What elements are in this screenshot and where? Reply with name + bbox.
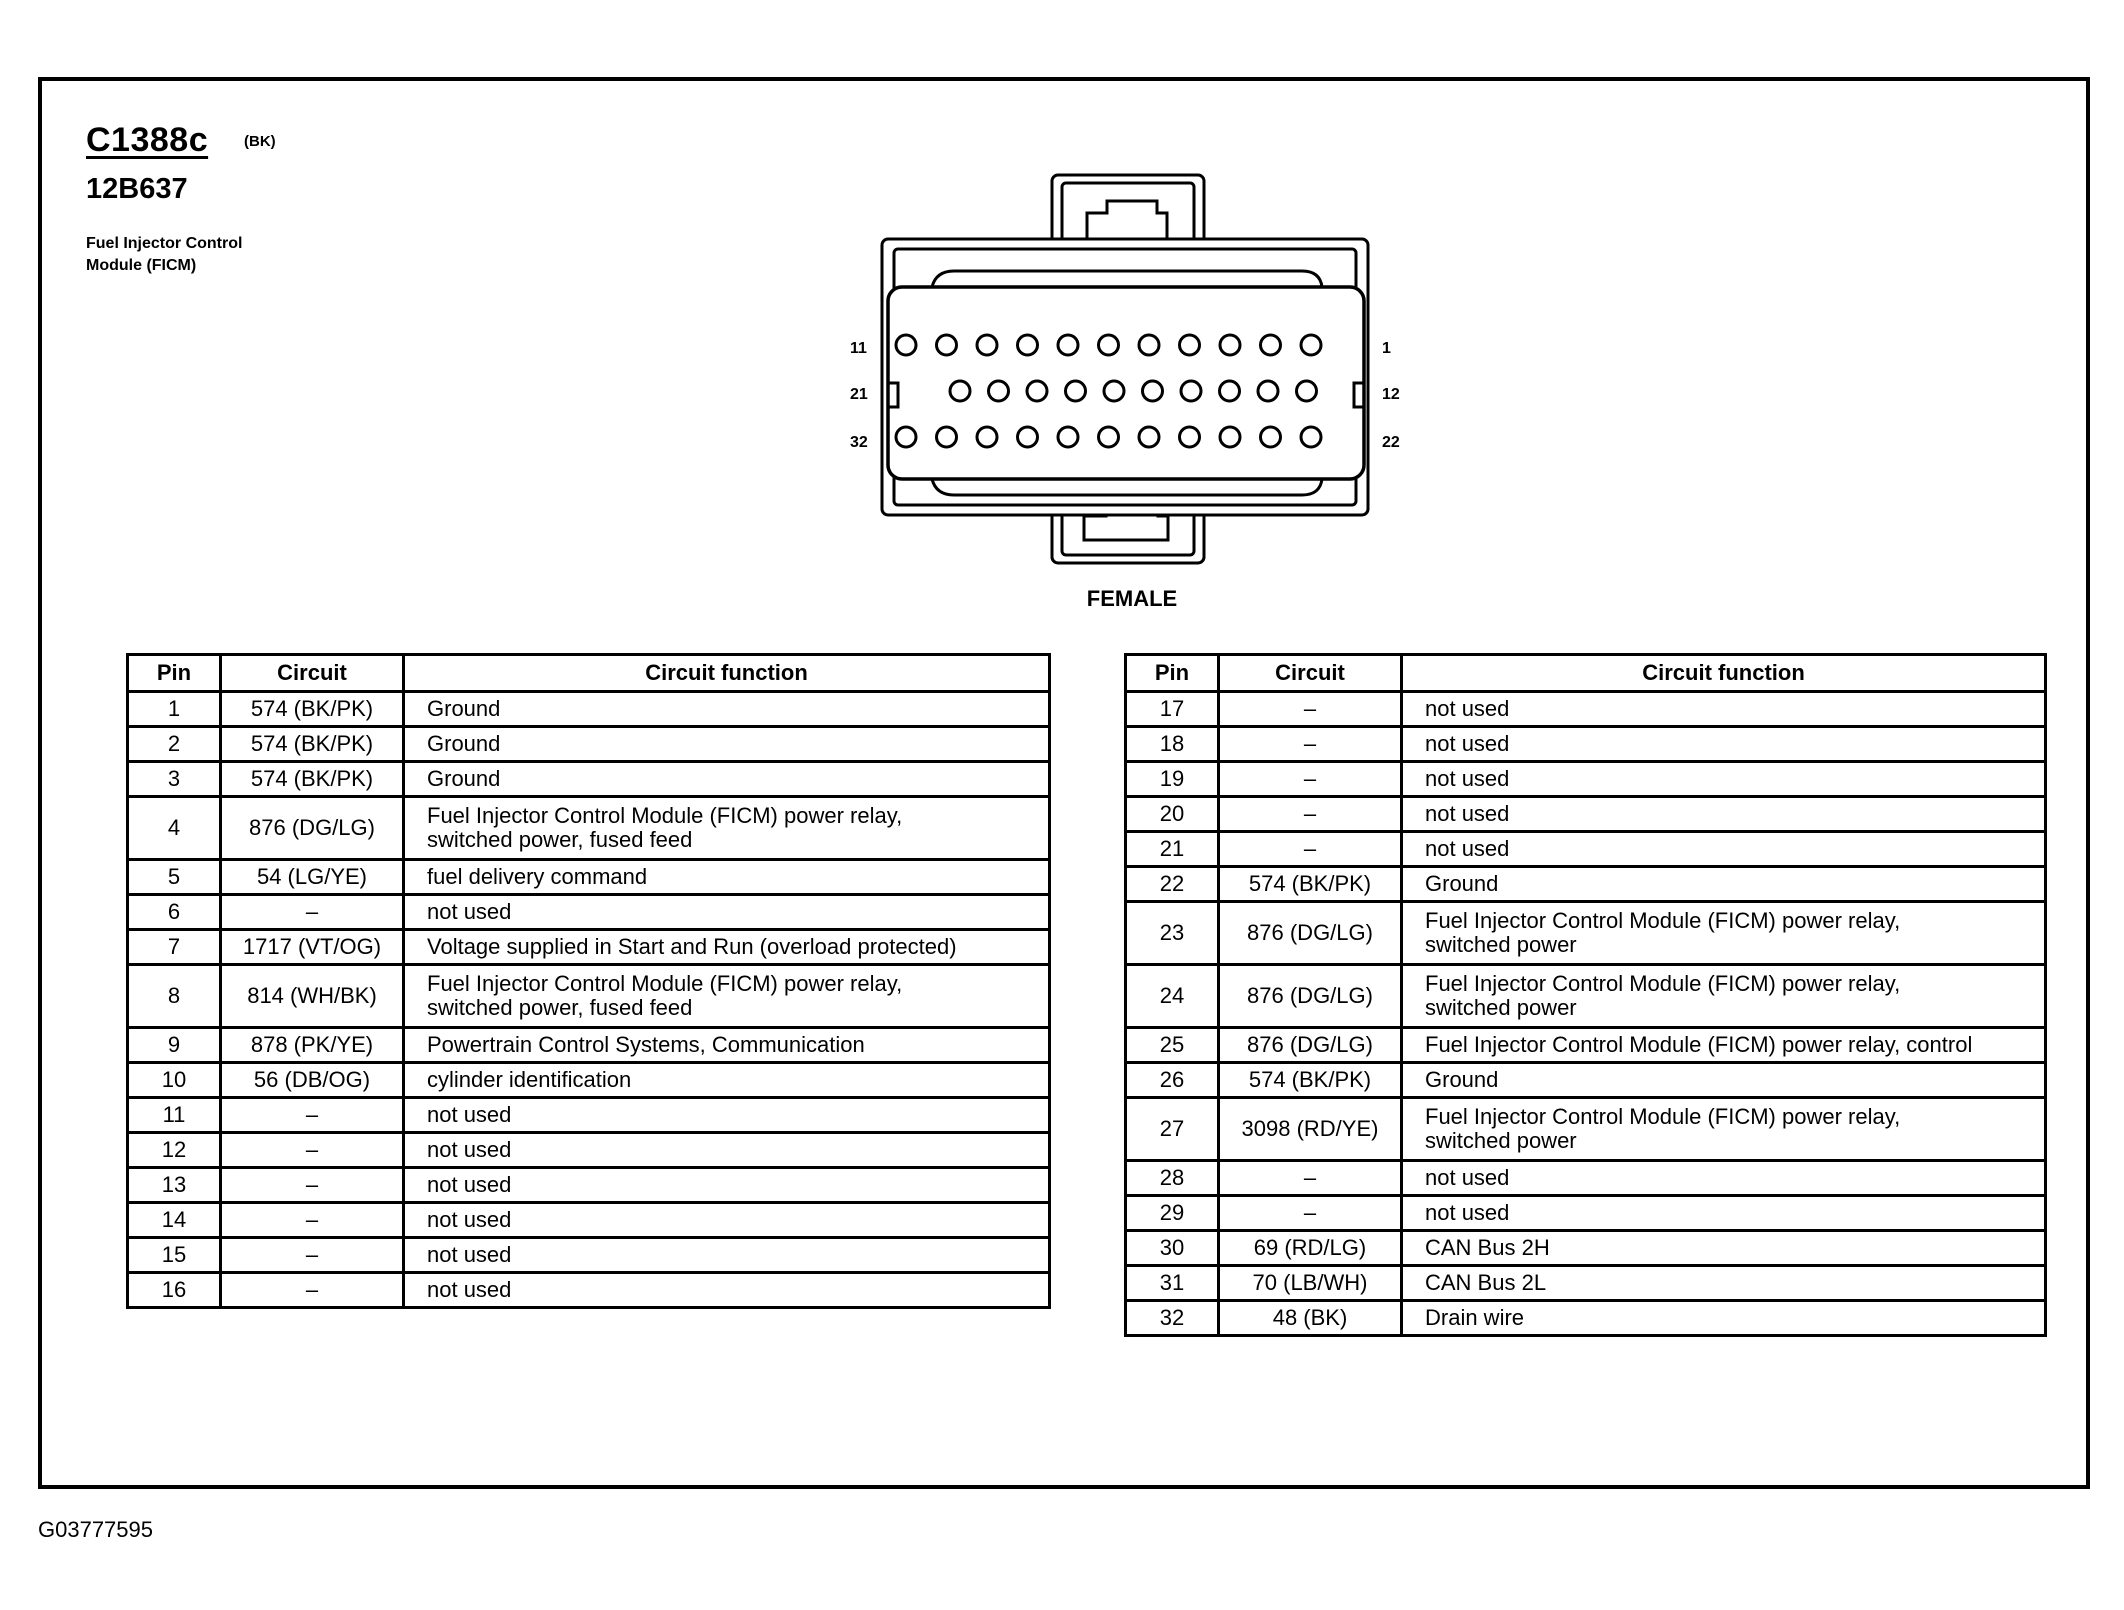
cell-pin: 21 [1126,832,1219,867]
function-line-1: not used [427,1102,512,1127]
table-row [128,1063,1050,1098]
header-pin: Pin [1126,655,1219,692]
row-label-21: 21 [850,386,868,403]
connector-gender: FEMALE [1086,586,1178,611]
cell-pin: 31 [1126,1266,1219,1301]
cell-function [1402,1301,2046,1336]
inner-face [888,287,1364,479]
table-row [128,797,1050,860]
function-line-1: Fuel Injector Control Module (FICM) power relay, [1425,908,1901,933]
cell-circuit: 1717 (VT/OG) [221,930,404,965]
table-row [1126,1231,2046,1266]
figure-id: G03777595 [38,1517,153,1542]
connector-face-diagram [822,121,1442,571]
table-row [1126,965,2046,1028]
table-header-row [1126,655,2046,692]
cell-pin: 25 [1126,1028,1219,1063]
top-latch [1052,175,1204,245]
header-function: Circuit function [404,655,1050,692]
cell-function [404,727,1050,762]
cell-pin: 2 [128,727,221,762]
cell-pin: 28 [1126,1161,1219,1196]
cell-pin: 32 [1126,1301,1219,1336]
cell-function [1402,1063,2046,1098]
function-line-1: not used [1425,836,1510,861]
table-header-row [128,655,1050,692]
function-line-1: not used [1425,766,1510,791]
cell-function [1402,902,2046,965]
function-line-1: Voltage supplied in Start and Run (overload protected) [427,934,957,959]
cell-pin: 8 [128,965,221,1028]
cell-circuit: 876 (DG/LG) [1219,1028,1402,1063]
row-label-12: 12 [1382,386,1400,403]
cell-function [404,1133,1050,1168]
part-number: 12B637 [86,173,188,205]
function-line-2: switched power, fused feed [427,827,693,852]
function-line-1: Ground [427,731,501,756]
table-row [1126,867,2046,902]
table-row [1126,1301,2046,1336]
cell-circuit: 574 (BK/PK) [221,692,404,727]
pin-table-right [1124,653,2047,1337]
cell-function [1402,965,2046,1028]
cell-circuit: – [221,895,404,930]
function-line-1: Drain wire [1425,1305,1525,1330]
function-line-1: not used [427,1277,512,1302]
table-row [1126,1196,2046,1231]
cell-function [1402,832,2046,867]
cell-function [404,1203,1050,1238]
function-line-1: Ground [427,696,501,721]
function-line-2: switched power [1425,932,1577,957]
function-line-1: not used [427,899,512,924]
cell-pin: 3 [128,762,221,797]
cell-function [404,1238,1050,1273]
row-label-32: 32 [850,434,868,451]
function-line-1: Fuel Injector Control Module (FICM) power relay, control [1425,1032,1973,1057]
description-line-1: Fuel Injector Control [86,235,243,252]
table-row [128,1238,1050,1273]
function-line-2: switched power [1425,1128,1577,1153]
cell-function [1402,1028,2046,1063]
cell-function [404,1273,1050,1308]
cell-circuit: – [221,1168,404,1203]
cell-function [404,797,1050,860]
diagram-frame [38,77,2090,1489]
cell-pin: 14 [128,1203,221,1238]
cell-function [1402,727,2046,762]
function-line-1: cylinder identification [427,1067,632,1092]
table-row [128,727,1050,762]
cell-pin: 11 [128,1098,221,1133]
cell-pin: 16 [128,1273,221,1308]
cell-circuit: – [1219,1196,1402,1231]
cell-pin: 15 [128,1238,221,1273]
function-line-1: Ground [1425,871,1499,896]
cell-pin: 23 [1126,902,1219,965]
function-line-1: not used [1425,696,1510,721]
cell-pin: 9 [128,1028,221,1063]
cell-circuit: 69 (RD/LG) [1219,1231,1402,1266]
cell-function [404,1028,1050,1063]
function-line-1: not used [427,1172,512,1197]
cell-circuit: – [221,1238,404,1273]
connector-color: (BK) [244,133,276,150]
cell-function [1402,1231,2046,1266]
cell-circuit: 54 (LG/YE) [221,860,404,895]
table-row [1126,692,2046,727]
function-line-1: Powertrain Control Systems, Communication [427,1032,865,1057]
function-line-1: not used [427,1137,512,1162]
function-line-1: Fuel Injector Control Module (FICM) power relay, [427,971,903,996]
table-row [128,1203,1050,1238]
table-row [128,860,1050,895]
cell-pin: 10 [128,1063,221,1098]
cell-circuit: 878 (PK/YE) [221,1028,404,1063]
pin-table-left [126,653,1051,1309]
table-row [1126,797,2046,832]
cell-pin: 20 [1126,797,1219,832]
cell-circuit: 574 (BK/PK) [1219,867,1402,902]
table-row [1126,832,2046,867]
function-line-1: not used [1425,801,1510,826]
table-row [1126,1063,2046,1098]
table-row [128,1098,1050,1133]
table-row [128,1133,1050,1168]
cell-function [404,930,1050,965]
cell-function [404,860,1050,895]
cell-pin: 27 [1126,1098,1219,1161]
table-row [128,692,1050,727]
cell-pin: 12 [128,1133,221,1168]
cell-function [1402,1196,2046,1231]
cell-circuit: 56 (DB/OG) [221,1063,404,1098]
table-row [128,762,1050,797]
function-line-1: Fuel Injector Control Module (FICM) power relay, [1425,971,1901,996]
table-row [1126,1028,2046,1063]
cell-pin: 30 [1126,1231,1219,1266]
cell-circuit: 3098 (RD/YE) [1219,1098,1402,1161]
cell-function [1402,867,2046,902]
cell-function [1402,1098,2046,1161]
cell-function [1402,1161,2046,1196]
cell-circuit: 70 (LB/WH) [1219,1266,1402,1301]
cell-function [404,1168,1050,1203]
cell-function [404,965,1050,1028]
function-line-1: not used [1425,731,1510,756]
cell-circuit: – [1219,1161,1402,1196]
cell-function [404,762,1050,797]
function-line-2: switched power [1425,995,1577,1020]
cell-circuit: – [1219,797,1402,832]
table-row [1126,1266,2046,1301]
connector-description [86,233,306,277]
function-line-1: CAN Bus 2L [1425,1270,1547,1295]
header-pin: Pin [128,655,221,692]
table-row [128,1028,1050,1063]
row-label-11: 11 [850,340,867,357]
cell-pin: 7 [128,930,221,965]
cell-pin: 6 [128,895,221,930]
cell-pin: 4 [128,797,221,860]
cell-circuit: – [221,1273,404,1308]
function-line-1: fuel delivery command [427,864,648,889]
top-latch-clip [1087,201,1167,241]
cell-function [404,1098,1050,1133]
table-row [1126,762,2046,797]
cell-pin: 26 [1126,1063,1219,1098]
cell-pin: 18 [1126,727,1219,762]
cell-circuit: 876 (DG/LG) [1219,902,1402,965]
cell-circuit: – [221,1098,404,1133]
cell-pin: 13 [128,1168,221,1203]
cell-circuit: 574 (BK/PK) [221,727,404,762]
cell-function [404,692,1050,727]
cell-circuit: – [1219,692,1402,727]
function-line-1: Fuel Injector Control Module (FICM) power relay, [427,803,903,828]
cell-circuit: 876 (DG/LG) [221,797,404,860]
function-line-1: Ground [427,766,501,791]
cell-function [1402,1266,2046,1301]
row-label-22: 22 [1382,434,1400,451]
cell-function [404,1063,1050,1098]
description-line-2: Module (FICM) [86,257,197,274]
table-row [1126,1161,2046,1196]
table-row [1126,902,2046,965]
cell-pin: 24 [1126,965,1219,1028]
cell-function [1402,692,2046,727]
cell-pin: 29 [1126,1196,1219,1231]
cell-circuit: 574 (BK/PK) [221,762,404,797]
function-line-2: switched power, fused feed [427,995,693,1020]
function-line-1: not used [427,1207,512,1232]
cell-function [1402,797,2046,832]
cell-function [1402,762,2046,797]
table-row [128,895,1050,930]
connector-id: C1388c [86,121,209,159]
table-row [1126,727,2046,762]
table-row [128,965,1050,1028]
table-row [128,1168,1050,1203]
cell-circuit: – [1219,832,1402,867]
header-circuit: Circuit [221,655,404,692]
function-line-1: Ground [1425,1067,1499,1092]
header-function: Circuit function [1402,655,2046,692]
cell-pin: 1 [128,692,221,727]
function-line-1: not used [427,1242,512,1267]
table-row [128,930,1050,965]
row-label-1: 1 [1382,340,1391,357]
cell-circuit: 876 (DG/LG) [1219,965,1402,1028]
cell-pin: 17 [1126,692,1219,727]
cell-circuit: 574 (BK/PK) [1219,1063,1402,1098]
cell-pin: 5 [128,860,221,895]
cell-circuit: 814 (WH/BK) [221,965,404,1028]
cell-pin: 22 [1126,867,1219,902]
table-row [128,1273,1050,1308]
header-circuit: Circuit [1219,655,1402,692]
cell-circuit: – [1219,762,1402,797]
cell-function [404,895,1050,930]
function-line-1: not used [1425,1200,1510,1225]
cell-circuit: – [221,1133,404,1168]
cell-circuit: 48 (BK) [1219,1301,1402,1336]
cell-circuit: – [1219,727,1402,762]
cell-pin: 19 [1126,762,1219,797]
function-line-1: Fuel Injector Control Module (FICM) power relay, [1425,1104,1901,1129]
function-line-1: not used [1425,1165,1510,1190]
cell-circuit: – [221,1203,404,1238]
table-row [1126,1098,2046,1161]
function-line-1: CAN Bus 2H [1425,1235,1550,1260]
